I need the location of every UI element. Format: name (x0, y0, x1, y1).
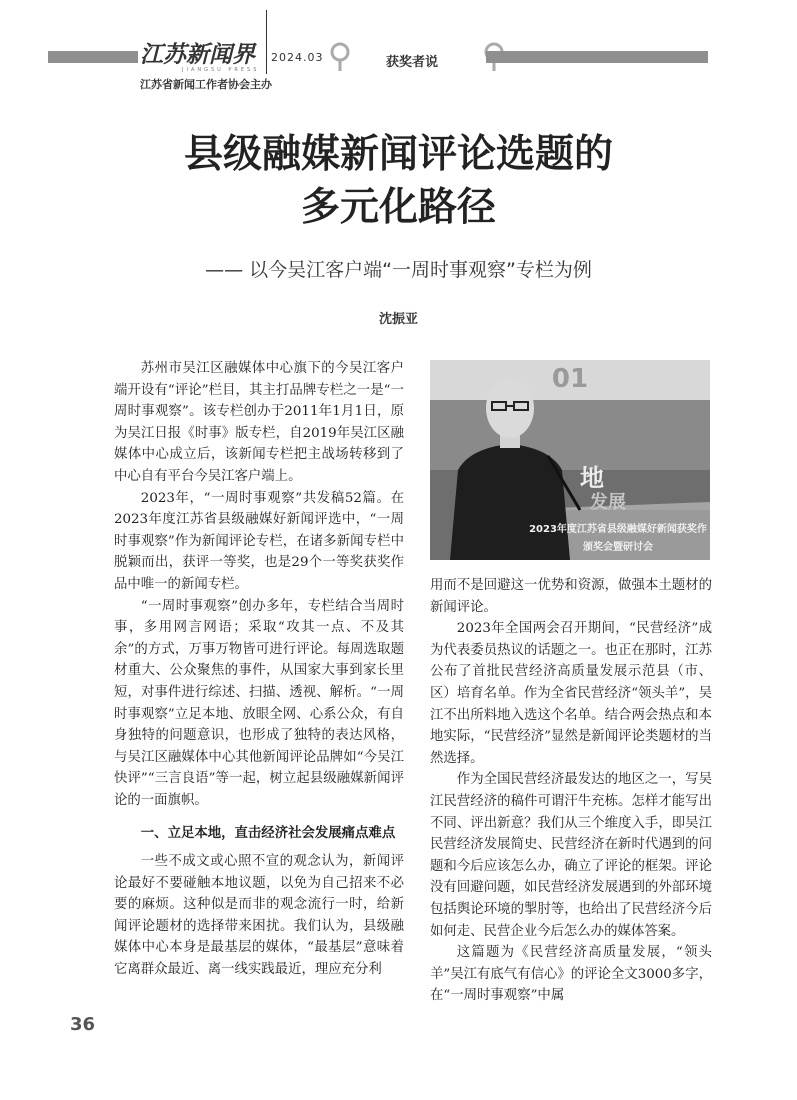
magazine-logo: 江苏新闻界 (140, 42, 255, 68)
paragraph: 苏州市吴江区融媒体中心旗下的今吴江客户端开设有“评论”栏目，其主打品牌专栏之一是“一周时事观察”。该专栏创办于2011年1月1日，原为吴江日报《时事》版专栏，自2019年吴江区融媒体中心成立后，该新闻专栏把主战场转移到了中心自有平台今吴江客户端上。 (114, 361, 404, 484)
paragraph: 作为全国民营经济最发达的地区之一，写吴江民营经济的稿件可谓汗牛充栋。怎样才能写出不同、评出新意？我们从三个维度入手，即吴江民营经济发展简史、民营经济在新时代遇到的问题和今后应该怎么办，确立了评论的框架。评论没有回避问题，如民营经济发展遇到的外部环境包括舆论环境的掣肘等，也给出了民营经济今后如何走、民营企业今后怎么办的媒体答案。 (430, 772, 712, 939)
pin-icon (330, 42, 350, 72)
article-title-line-1: 县级融媒新闻评论选题的 (183, 132, 613, 177)
paragraph: 2023年全国两会召开期间，“民营经济”成为代表委员热议的话题之一。也正在那时，江苏公布了首批民营经济高质量发展示范县（市、区）培育名单。作为全省民营经济“领头羊”，吴江不出所料地入选这个名单。结合两会热点和本地实际，“民营经济”显然是新闻评论类题材的当然选择。 (430, 621, 712, 766)
section-label: 获奖者说 (386, 55, 439, 70)
paragraph: 这篇题为《民营经济高质量发展，“领头羊”吴江有底气有信心》的评论全文3000多字，在“一周时事观察”中属 (430, 945, 712, 1004)
header-bar-right (486, 51, 708, 63)
podium-banner-line-1: 2023年度江苏省县级融媒好新闻获奖作 (529, 524, 707, 535)
paragraph: “一周时事观察”创办多年，专栏结合当周时事，多用网言网语；采取“攻其一点、不及其余”的方式，万事万物皆可进行评论。每周选取题材重大、公众聚焦的事件，从国家大事到家长里短，对事件进行综述、扫描、透视、解析。“一周时事观察”立足本地、放眼全网、心系公众，有自身独特的问题意识，也形成了独特的表达风格，与吴江区融媒体中心其他新闻评论品牌如“今吴江快评”“三言良语”等一起，树立起县级融媒新闻评论的一面旗帜。 (114, 598, 404, 808)
page-number: 36 (70, 1014, 96, 1035)
paragraph: 2023年，“一周时事观察”共发稿52篇。在2023年度江苏省县级融媒好新闻评选中，“一周时事观察”作为新闻评论专栏，在诸多新闻专栏中脱颖而出，获评一等奖，也是29个一等奖获奖作品中唯一的新闻专栏。 (114, 490, 404, 592)
article-subtitle: —— 以今吴江客户端“一周时事观察”专栏为例 (205, 259, 592, 281)
magazine-logo-subtitle: JIANGSU PRESS (182, 67, 260, 73)
body-column-left (114, 358, 404, 981)
header-bar-left (48, 51, 138, 63)
author-photo (430, 360, 710, 560)
backdrop-text: 地 (580, 464, 604, 492)
section-heading: 一、立足本地，直击经济社会发展痛点难点 (140, 826, 396, 842)
article-author: 沈振亚 (378, 312, 418, 327)
paragraph-continued: 用而不是回避这一优势和资源，做强本土题材的新闻评论。 (430, 578, 712, 615)
header-divider (266, 10, 267, 74)
body-column-right (430, 575, 712, 1007)
paragraph: 一些不成文或心照不宣的观念认为，新闻评论最好不要碰触本地议题，以免为自己招来不必要的麻烦。这种似是而非的观念流行一时，给新闻评论题材的选择带来困扰。我们认为，县级融媒体中心本身是最基层的媒体，“最基层”意味着它离群众最近、离一线实践最近，理应充分利 (114, 854, 404, 978)
backdrop-text-partial: 发展 (590, 492, 626, 513)
backdrop-number: 01 (551, 364, 589, 394)
podium-banner-line-2: 颁奖会暨研讨会 (583, 542, 653, 553)
publisher-organization: 江苏省新闻工作者协会主办 (140, 78, 272, 91)
issue-date: 2024.03 (271, 51, 324, 64)
article-title-line-2: 多元化路径 (300, 185, 496, 230)
article-title (100, 128, 697, 234)
